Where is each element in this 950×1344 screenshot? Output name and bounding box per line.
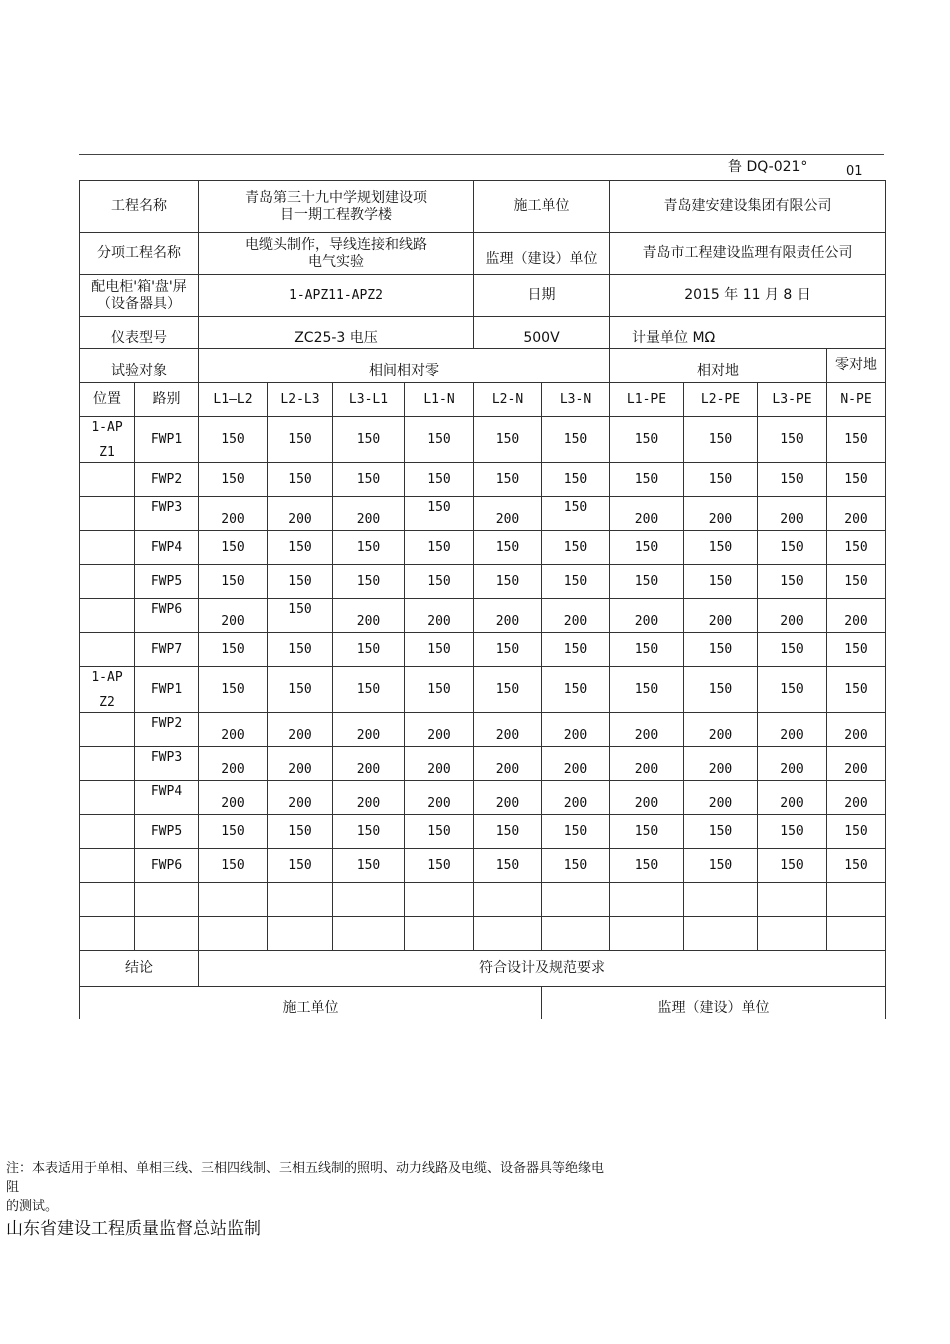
col-header: L2-L3 [268,383,333,417]
value-cell: 200 [405,747,474,781]
value-cell: 150 [827,815,886,849]
value-cell: 150 [684,849,758,883]
value-cell: 150 [333,463,405,497]
value-cell: 200 [827,599,886,633]
col-header: L3-L1 [333,383,405,417]
value-cell: 150 [474,417,542,463]
value-cell: 150 [684,531,758,565]
page-number: 01 [846,164,863,179]
position-cell [80,849,135,883]
value-cell: 150 [405,463,474,497]
position-cell [80,747,135,781]
ground-group-header: 相对地 [610,349,827,383]
value-cell: 150 [268,531,333,565]
phase-group-header: 相间相对零 [199,349,610,383]
table-row [80,633,886,667]
footnote-line1: 注：本表适用于单相、单相三线、三相四线制、三相五线制的照明、动力线路及电缆、设备器具等绝缘电 [6,1161,605,1176]
col-header: L1—L2 [199,383,268,417]
value-cell: 200 [474,747,542,781]
value-cell: 150 [405,531,474,565]
value-cell: 200 [199,747,268,781]
cabinet-label-line1: 配电柜'箱'盘'屏 [91,278,187,295]
col-header: L2-N [474,383,542,417]
value-cell: 150 [199,849,268,883]
value-cell: 200 [758,781,827,815]
contractor-value: 青岛建安建设集团有限公司 [610,181,886,233]
value-cell: 150 [610,463,684,497]
value-cell: 150 [405,565,474,599]
table-row [80,781,886,815]
value-cell: 150 [542,463,610,497]
position-header: 位置 [80,383,135,417]
value-cell: 150 [333,531,405,565]
value-cell: 200 [684,713,758,747]
circuit-cell: FWP5 [135,815,199,849]
position-cell [80,713,135,747]
value-cell: 150 [542,667,610,713]
table-row [80,417,886,463]
col-header: L2-PE [684,383,758,417]
circuit-cell: FWP1 [135,667,199,713]
value-cell: 150 [684,633,758,667]
value-cell: 150 [827,531,886,565]
value-cell: 200 [199,599,268,633]
value-cell: 200 [199,713,268,747]
value-cell: 150 [405,417,474,463]
circuit-cell: FWP6 [135,599,199,633]
date-label: 日期 [474,275,610,317]
table-row [80,599,886,633]
table-row [80,667,886,713]
value-cell: 200 [758,599,827,633]
cabinet-value: 1-APZ11-APZ2 [199,275,474,317]
value-cell: 150 [827,565,886,599]
value-cell: 150 [268,849,333,883]
circuit-header: 路别 [135,383,199,417]
col-header: L1-PE [610,383,684,417]
value-cell: 150 [827,667,886,713]
value-cell: 150 [474,815,542,849]
sub-project-label: 分项工程名称 [80,233,199,275]
value-cell: 200 [542,599,610,633]
value-cell: 200 [542,747,610,781]
value-cell: 150 [758,849,827,883]
circuit-cell: FWP2 [135,463,199,497]
issuing-organization: 山东省建设工程质量监督总站监制 [6,1219,261,1239]
value-cell: 150 [610,633,684,667]
meter-label: 仪表型号 [80,317,199,349]
value-cell: 150 [333,417,405,463]
value-cell: 150 [199,417,268,463]
value-cell: 150 [542,849,610,883]
value-cell: 150 [199,463,268,497]
footnote [6,1159,766,1216]
value-cell: 150 [758,531,827,565]
value-cell: 150 [758,417,827,463]
value-cell: 200 [268,713,333,747]
value-cell: 150 [268,463,333,497]
value-cell: 150 [542,633,610,667]
value-cell: 150 [333,815,405,849]
table-row [80,713,886,747]
value-cell: 200 [333,781,405,815]
neutral-group-header: 零对地 [827,349,886,383]
table-row [80,531,886,565]
position-cell [80,531,135,565]
position-cell [80,463,135,497]
blank-row [80,883,886,917]
blank-row [80,917,886,951]
value-cell: 200 [474,713,542,747]
value-cell: 150 [542,531,610,565]
supervisor-value: 青岛市工程建设监理有限责任公司 [610,233,886,275]
value-cell: 150 [474,633,542,667]
value-cell: 150 [333,667,405,713]
value-cell: 200 [474,599,542,633]
project-name-line2: 目一期工程教学楼 [280,206,392,223]
value-cell: 150 [405,667,474,713]
position-cell [80,565,135,599]
footnote-line2: 阻 [6,1180,20,1195]
value-cell: 200 [333,497,405,531]
conclusion-text: 符合设计及规范要求 [199,951,886,987]
value-cell: 150 [684,565,758,599]
position-line1: 1-AP [91,669,123,685]
value-cell: 200 [405,781,474,815]
value-cell: 150 [758,667,827,713]
table-row [80,463,886,497]
value-cell: 200 [405,599,474,633]
value-cell: 150 [758,633,827,667]
value-cell: 150 [684,815,758,849]
value-cell: 150 [610,417,684,463]
circuit-cell: FWP7 [135,633,199,667]
value-cell: 150 [827,633,886,667]
value-cell: 150 [199,633,268,667]
supervisor-label: 监理（建设）单位 [474,233,610,275]
value-cell: 150 [199,815,268,849]
col-header: N-PE [827,383,886,417]
circuit-cell: FWP2 [135,713,199,747]
value-cell: 150 [474,667,542,713]
position-cell [80,633,135,667]
value-cell: 200 [610,713,684,747]
value-cell: 150 [758,463,827,497]
value-cell: 150 [610,849,684,883]
project-name-line1: 青岛第三十九中学规划建设项 [245,189,427,206]
circuit-cell: FWP4 [135,781,199,815]
value-cell: 150 [405,815,474,849]
value-cell: 200 [827,497,886,531]
value-cell: 150 [610,815,684,849]
insulation-test-table [79,180,886,1019]
table-row [80,849,886,883]
col-header: L3-PE [758,383,827,417]
value-cell: 200 [610,599,684,633]
position-cell [80,599,135,633]
circuit-cell: FWP3 [135,497,199,531]
value-cell: 200 [268,781,333,815]
position-cell [80,667,135,713]
value-cell: 150 [827,463,886,497]
meter-value: ZC25-3 电压 [199,317,474,349]
value-cell: 200 [610,747,684,781]
table-row [80,815,886,849]
position-cell [80,815,135,849]
voltage-value: 500V [474,317,610,349]
circuit-cell: FWP3 [135,747,199,781]
value-cell: 150 [542,565,610,599]
value-cell: 200 [474,781,542,815]
supervisor-signature: 监理（建设）单位 [542,987,886,1019]
value-cell: 150 [684,463,758,497]
value-cell: 200 [199,781,268,815]
circuit-cell: FWP4 [135,531,199,565]
value-cell: 150 [758,565,827,599]
value-cell: 150 [542,417,610,463]
value-cell: 150 [610,667,684,713]
value-cell: 150 [474,849,542,883]
project-name-label: 工程名称 [80,181,199,233]
sub-project-line1: 电缆头制作，导线连接和线路 [245,236,427,253]
position-line2: Z1 [99,444,115,460]
value-cell: 150 [827,417,886,463]
position-cell [80,417,135,463]
test-object-header: 试验对象 [80,349,199,383]
value-cell: 200 [333,747,405,781]
unit-value: 计量单位 MΩ [610,317,886,349]
value-cell: 150 [610,565,684,599]
cabinet-label [80,275,199,317]
col-header: L1-N [405,383,474,417]
value-cell: 150 [268,815,333,849]
value-cell: 150 [333,565,405,599]
table-row [80,747,886,781]
value-cell: 150 [474,463,542,497]
value-cell: 200 [684,747,758,781]
value-cell: 200 [827,713,886,747]
value-cell: 150 [199,565,268,599]
value-cell: 150 [610,531,684,565]
value-cell: 150 [542,815,610,849]
sub-project-line2: 电气实验 [308,253,364,270]
value-cell: 200 [268,747,333,781]
value-cell: 150 [199,531,268,565]
project-name [199,181,474,233]
value-cell: 150 [684,417,758,463]
column-header-row [80,383,886,417]
value-cell: 200 [684,497,758,531]
value-cell: 200 [684,599,758,633]
position-cell [80,781,135,815]
value-cell: 150 [405,633,474,667]
footnote-line3: 的测试。 [6,1199,59,1214]
circuit-cell: FWP6 [135,849,199,883]
value-cell: 200 [333,599,405,633]
date-value: 2015 年 11 月 8 日 [610,275,886,317]
form-code: 鲁 DQ-021° [728,159,808,175]
value-cell: 200 [758,747,827,781]
value-cell: 200 [758,713,827,747]
value-cell: 200 [474,497,542,531]
value-cell: 150 [758,815,827,849]
value-cell: 200 [199,497,268,531]
table-row [80,497,886,531]
value-cell: 150 [474,565,542,599]
value-cell: 150 [199,667,268,713]
top-rule [79,154,884,155]
value-cell: 200 [684,781,758,815]
position-line1: 1-AP [91,419,123,435]
value-cell: 150 [827,849,886,883]
table-row [80,565,886,599]
value-cell: 200 [405,713,474,747]
conclusion-label: 结论 [80,951,199,987]
value-cell: 200 [827,781,886,815]
value-cell: 150 [268,417,333,463]
contractor-label: 施工单位 [474,181,610,233]
position-cell [80,497,135,531]
value-cell: 150 [268,633,333,667]
value-cell: 150 [333,633,405,667]
value-cell: 200 [610,497,684,531]
col-header: L3-N [542,383,610,417]
value-cell: 200 [610,781,684,815]
value-cell: 150 [268,599,333,633]
value-cell: 150 [684,667,758,713]
value-cell: 200 [542,781,610,815]
circuit-cell: FWP5 [135,565,199,599]
value-cell: 150 [268,565,333,599]
position-line2: Z2 [99,694,115,710]
value-cell: 150 [333,849,405,883]
value-cell: 150 [268,667,333,713]
circuit-cell: FWP1 [135,417,199,463]
sub-project-name [199,233,474,275]
value-cell: 200 [542,713,610,747]
value-cell: 200 [333,713,405,747]
cabinet-label-line2: （设备器具） [97,295,181,312]
value-cell: 200 [827,747,886,781]
value-cell: 150 [405,849,474,883]
value-cell: 150 [474,531,542,565]
value-cell: 150 [542,497,610,531]
value-cell: 200 [758,497,827,531]
value-cell: 200 [268,497,333,531]
contractor-signature: 施工单位 [80,987,542,1019]
value-cell: 150 [405,497,474,531]
